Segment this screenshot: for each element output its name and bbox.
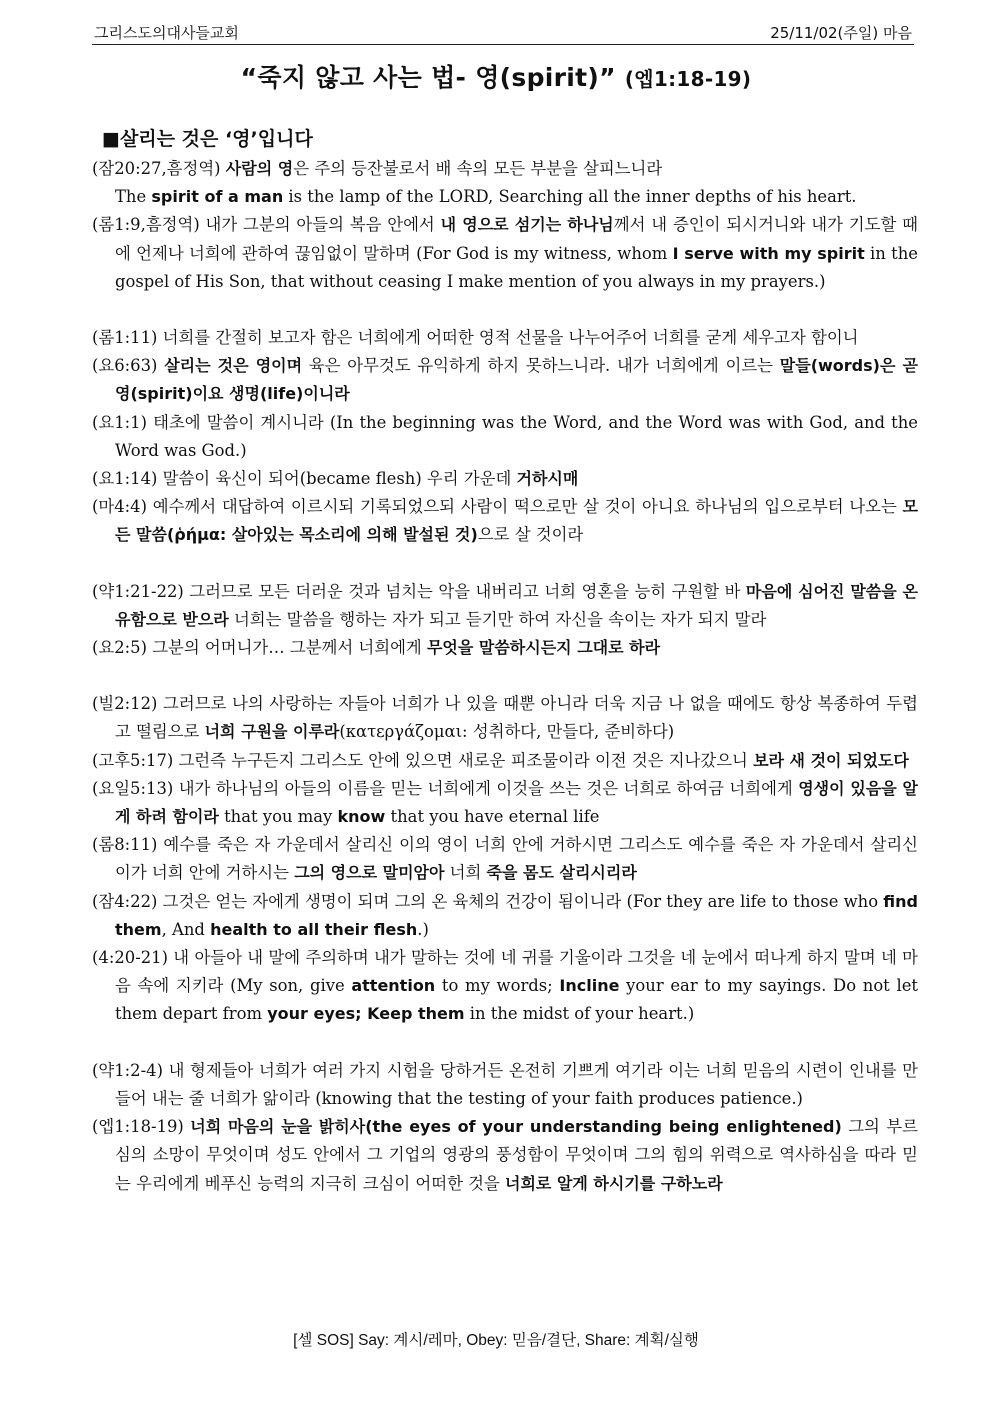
verse-text: (엡1:18-19) — [92, 1117, 191, 1137]
section-heading: ■살리는 것은 ‘영’입니다 — [102, 128, 313, 150]
verse-text: (4:20-21) 내 아들아 내 말에 주의하며 내가 말하는 것에 네 귀를 기울이라 그것을 네 눈에서 떠나게 하지 말며 네 마음 속에 지키라 (My son, give — [92, 948, 918, 996]
verse-text: (잠20:27,흠정역) — [92, 159, 226, 178]
verse-text: , And — [161, 919, 211, 939]
verse-text: (빌2:12) 그러므로 나의 사랑하는 자들아 너희가 나 있을 때뿐 아니라 더욱 지금 나 없을 때에도 항상 복종하여 두렵고 떨림으로 — [92, 694, 918, 742]
verse-emphasis: 사람의 영 — [225, 159, 294, 178]
verse-text: .) — [417, 919, 429, 939]
paragraph-gap — [92, 1029, 918, 1057]
verse-emphasis: 보라 새 것이 되었도다 — [753, 750, 909, 770]
sermon-title — [0, 58, 992, 94]
verse-text: (롬8:11) 예수를 죽은 자 가운데서 살리신 이의 영이 너희 안에 거하시면 그리스도 예수를 죽은 자 가운데서 살리신 이가 너희 안에 거하시는 — [92, 835, 918, 883]
paragraph-gap — [92, 662, 918, 690]
verse-paragraph — [92, 944, 918, 1029]
verse-paragraph — [92, 409, 918, 465]
verse-emphasis: know — [337, 807, 386, 827]
verse-text: 그의 부르심의 소망이 무엇이며 성도 안에서 그 기업의 영광의 풍성함이 무엇이며 그의 힘의 위력으로 역사하심을 따라 믿는 우리에게 베푸신 능력의 지극히 크심이 어떠한 것을 — [115, 1117, 918, 1193]
verse-paragraph — [92, 465, 918, 493]
paragraph-gap — [92, 296, 918, 324]
verse-text: 너희는 말씀을 행하는 자가 되고 듣기만 하여 자신을 속이는 자가 되지 말라 — [228, 609, 767, 629]
verse-text: (요1:1) 태초에 말씀이 계시니라 (In the beginning was the Word, and the Word was with God, and the Word was God.) — [92, 412, 918, 460]
verse-emphasis: find them — [115, 891, 918, 939]
verse-text: (κατεργάζομαι: 성취하다, 만들다, 준비하다) — [339, 722, 675, 742]
verse-text: (고후5:17) 그런즉 누구든지 그리스도 안에 있으면 새로운 피조물이라 이전 것은 지나갔으니 — [92, 750, 754, 770]
verse-emphasis: attention — [351, 976, 436, 996]
paragraph-gap — [92, 550, 918, 578]
verse-text: 은 주의 등잔불로서 배 속의 모든 부분을 살피느니라 — [293, 159, 663, 178]
footer-sos: [셀 SOS] Say: 계시/레마, Obey: 믿음/결단, Share: 계획/실행 — [293, 1332, 699, 1349]
verse-paragraph — [92, 1113, 918, 1198]
verse-emphasis: 모든 말씀(ῥήμα: 살아있는 목소리에 의해 발설된 것) — [115, 497, 918, 545]
verse-emphasis: 너희 구원을 이루라 — [204, 722, 340, 742]
verse-text: your ear to my sayings. Do not let them depart from — [115, 976, 918, 1024]
verse-paragraph — [92, 183, 918, 211]
verse-text: (잠4:22) 그것은 얻는 자에게 생명이 되며 그의 온 육체의 건강이 됨이니라 (For they are life to those who — [92, 891, 884, 911]
verse-paragraph — [92, 578, 918, 634]
title-scripture-ref: (엡1:18-19) — [624, 67, 752, 91]
verse-paragraph — [92, 831, 918, 887]
verse-paragraph — [92, 690, 918, 746]
verse-text: The — [115, 187, 152, 207]
verse-emphasis: 영생이 있음을 알게 하려 함이라 — [115, 778, 918, 827]
title-main: “죽지 않고 사는 법- 영(spirit)” — [240, 63, 616, 92]
verse-text: is the lamp of the LORD, Searching all the inner depths of his heart. — [283, 187, 857, 207]
verse-text: (마4:4) 예수께서 대답하여 이르시되 기록되었으되 사람이 떡으로만 살 것이 아니요 하나님의 입으로부터 나오는 — [92, 497, 903, 517]
verse-emphasis: 죽을 몸도 살리시리라 — [486, 863, 637, 883]
verse-list — [92, 155, 918, 1198]
verse-paragraph — [92, 634, 918, 662]
verse-text: 육은 아무것도 유익하게 하지 못하느니라. 내가 너희에게 이르는 — [302, 356, 780, 376]
verse-text: (요일5:13) 내가 하나님의 아들의 이름을 믿는 너희에게 이것을 쓰는 것은 너희로 하여금 너희에게 — [92, 778, 799, 798]
verse-text: (요6:63) — [92, 356, 165, 376]
verse-emphasis: your eyes; Keep them — [267, 1004, 465, 1024]
verse-emphasis: 마음에 심어진 말씀을 온유함으로 받으라 — [115, 581, 918, 629]
sermon-date: 25/11/02(주일) 마음 — [770, 24, 912, 42]
verse-text: (약1:2-4) 내 형제들아 너희가 여러 가지 시험을 당하거든 온전히 기쁘게 여기라 이는 너희 믿음의 시련이 인내를 만들어 내는 줄 너희가 앎이라 (knowing that the testing of your faith produces patience.) — [92, 1060, 918, 1108]
verse-emphasis: 살리는 것은 영이며 — [164, 356, 303, 376]
verse-text: (요1:14) 말씀이 육신이 되어(became flesh) 우리 가운데 — [92, 469, 517, 489]
verse-text: 으로 살 것이라 — [477, 525, 584, 545]
verse-text: (약1:21-22) 그러므로 모든 더러운 것과 넘치는 악을 내버리고 너희 영혼을 능히 구원할 바 — [92, 581, 746, 601]
sermon-body — [92, 124, 918, 1198]
verse-emphasis: 무엇을 말씀하시든지 그대로 하라 — [426, 638, 661, 658]
verse-paragraph — [92, 747, 918, 775]
verse-emphasis: 거하시매 — [516, 469, 579, 489]
verse-text: (요2:5) 그분의 어머니가… 그분께서 너희에게 — [92, 638, 427, 658]
verse-text: in the gospel of His Son, that without ceasing I make mention of you always in my prayers.) — [115, 243, 918, 291]
verse-text: (롬1:9,흠정역) 내가 그분의 아들의 복음 안에서 — [92, 215, 441, 235]
verse-paragraph — [92, 211, 918, 296]
verse-emphasis: health to all their flesh — [210, 919, 418, 939]
verse-text: 너희 — [444, 863, 487, 883]
verse-emphasis: Incline — [559, 976, 620, 996]
verse-text: (롬1:11) 너희를 간절히 보고자 함은 너희에게 어떠한 영적 선물을 나누어주어 너희를 굳게 세우고자 함이니 — [92, 328, 859, 348]
verse-paragraph — [92, 352, 918, 408]
verse-emphasis: 그의 영으로 말미암아 — [294, 863, 445, 883]
verse-text: 께서 내 증인이 되시거니와 내가 기도할 때에 언제나 너희에 관하여 끊임없이 말하며 (For God is my witness, whom — [115, 215, 918, 263]
verse-emphasis: 내 영으로 섬기는 하나님 — [440, 215, 614, 235]
verse-paragraph — [92, 155, 918, 183]
page-header — [92, 20, 914, 45]
verse-paragraph — [92, 1057, 918, 1113]
church-name: 그리스도의대사들교회 — [94, 24, 239, 42]
verse-text: in the midst of your heart.) — [464, 1004, 695, 1024]
verse-emphasis: 너희 마음의 눈을 밝히사(the eyes of your understanding being enlightened) — [190, 1117, 842, 1137]
verse-emphasis: I serve with my spirit — [672, 243, 865, 263]
verse-emphasis: spirit of a man — [151, 187, 284, 207]
verse-paragraph — [92, 888, 918, 944]
verse-paragraph — [92, 493, 918, 549]
verse-paragraph — [92, 324, 918, 352]
verse-emphasis: 너희로 알게 하시기를 구하노라 — [505, 1173, 723, 1193]
verse-text: to my words; — [435, 976, 560, 996]
verse-paragraph — [92, 775, 918, 831]
verse-text: that you may — [218, 807, 338, 827]
verse-text: that you have eternal life — [385, 807, 600, 827]
verse-emphasis: 말들(words)은 곧 영(spirit)이요 생명(life)이니라 — [115, 356, 918, 404]
